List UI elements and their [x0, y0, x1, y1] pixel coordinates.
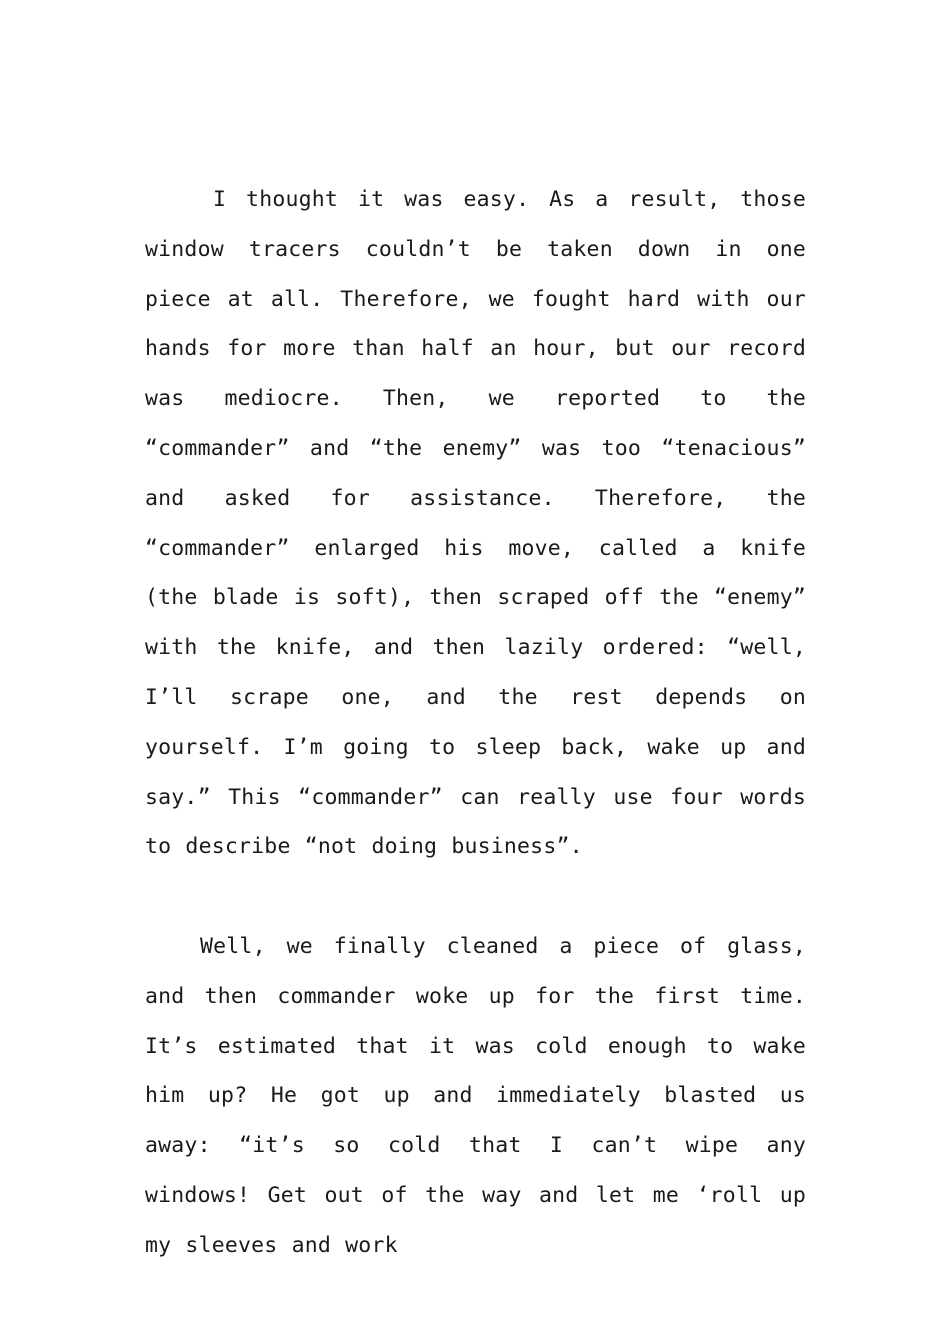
paragraph-glass-cleaning: Well, we finally cleaned a piece of glass, and then commander woke up for the first time. It’s estimated that it was cold enough to wake him up? He got up and immediately blasted us away: “it’s so cold that I can’t wipe any windows! Get out of the way and let me ‘roll up my sleeves and work	[145, 934, 806, 1258]
paragraph-commander-story: I thought it was easy. As a result, those window tracers couldn’t be taken down in one piece at all. Therefore, we fought hard with our hands for more than half an hour, but our record was mediocre. Then, we reported to the “commander” and “the enemy” was too “tenacious” and asked for assistance. Therefore, the “commander” enlarged his move, called a knife (the blade is soft), then scraped off the “enemy” with the knife, and then lazily ordered: “well, I’ll scrape one, and the rest depends on yourself. I’m going to sleep back, wake up and say.” This “commander” can really use four words to describe “not doing business”.	[145, 187, 806, 860]
